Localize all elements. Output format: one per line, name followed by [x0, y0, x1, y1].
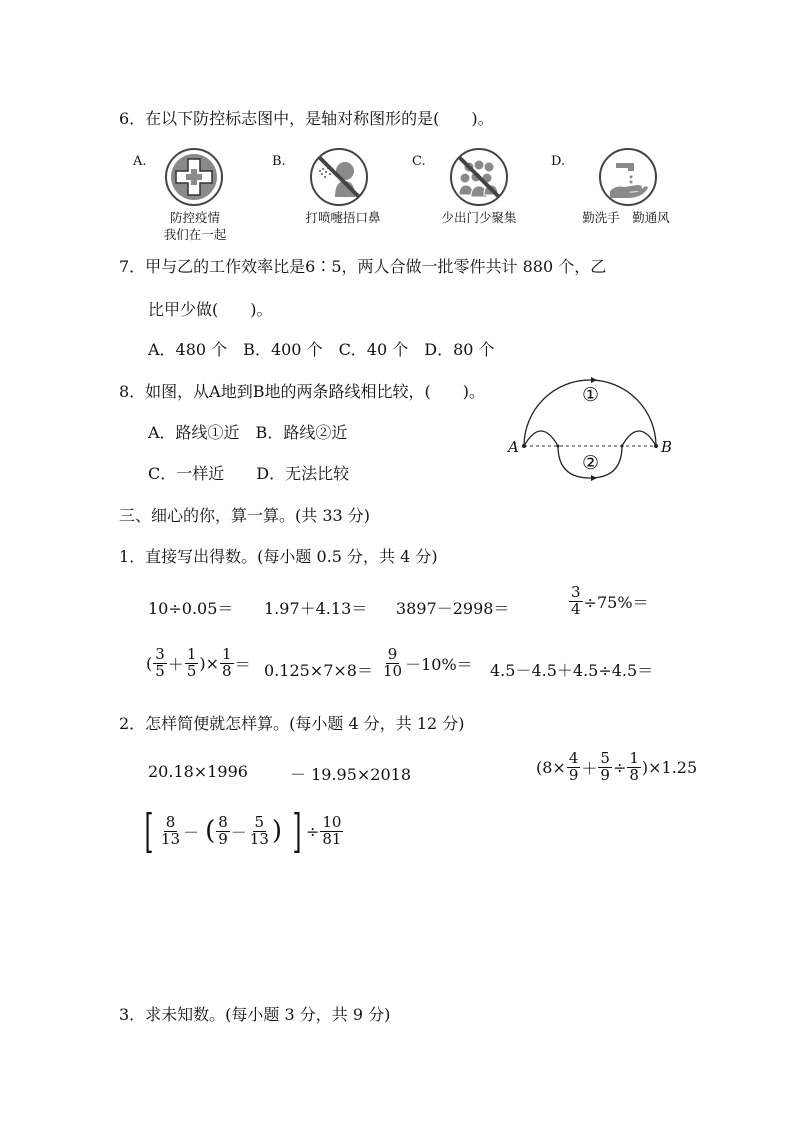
- denominator: 81: [322, 829, 342, 848]
- p1-r1-e3: 3897－2998＝: [396, 599, 510, 618]
- operator: －: [230, 822, 247, 842]
- q6-option-d-letter: D.: [551, 154, 566, 169]
- fraction: [216, 812, 230, 848]
- q6-option-c-caption-line1: 少出门少聚集: [441, 210, 517, 225]
- expression-text: )×1.25: [641, 757, 698, 777]
- operator: ＋: [167, 654, 184, 674]
- fraction: [598, 751, 612, 784]
- fraction: [159, 812, 182, 848]
- numerator: 5: [600, 749, 610, 767]
- numerator: 3: [155, 645, 165, 663]
- q6-option-c-letter: C.: [412, 154, 426, 169]
- q7-line1: 7．甲与乙的工作效率比是6∶5，两人合做一批零件共计 880 个，乙: [119, 257, 607, 276]
- numerator: 5: [254, 812, 265, 831]
- p3-title: 3．求未知数。(每小题 3 分，共 9 分): [119, 1005, 391, 1024]
- p1-r2-e1: [146, 647, 251, 680]
- p2-e1-left: 20.18×1996: [148, 762, 248, 781]
- denominator: 5: [155, 661, 165, 680]
- q8-route-diagram: [505, 372, 685, 484]
- q8-route2-label: ②: [582, 452, 600, 474]
- numerator: 1: [222, 645, 232, 663]
- p2-e2: [536, 751, 697, 784]
- fraction: [567, 751, 581, 784]
- q6-option-b-caption-line1: 打喷嚏捂口鼻: [305, 210, 381, 225]
- no-gathering-icon: [449, 147, 509, 207]
- denominator: 9: [568, 765, 579, 784]
- bracket-close: ]: [292, 804, 302, 858]
- fraction: [627, 751, 641, 784]
- operator: －: [183, 822, 200, 842]
- p2-title: 2．怎样简便就怎样算。(每小题 4 分，共 12 分): [119, 714, 465, 733]
- paren-close: ): [271, 816, 283, 846]
- fraction: [185, 647, 199, 680]
- q6-option-b-caption: [293, 209, 393, 226]
- q6-option-d-caption-line1: 勤洗手 勤通风: [582, 210, 670, 225]
- q8-text: 8．如图，从A地到B地的两条路线相比较，( )。: [119, 382, 485, 401]
- operator: ÷: [305, 821, 320, 841]
- p1-title: 1．直接写出得数。(每小题 0.5 分，共 4 分): [119, 547, 438, 566]
- no-sneeze-icon: [309, 147, 369, 207]
- denominator: 9: [600, 765, 610, 784]
- q6-option-b-letter: B.: [272, 154, 286, 169]
- denominator: 13: [249, 829, 269, 848]
- operator: ÷: [612, 757, 627, 777]
- paren-open: (: [205, 816, 216, 846]
- q8-option-cd: C．一样近 D．无法比较: [148, 464, 350, 483]
- fraction: [381, 647, 404, 680]
- p1-r1-e1: 10÷0.05＝: [148, 599, 234, 618]
- operator: ＋: [581, 758, 598, 778]
- p1-r2-e2: 0.125×7×8＝: [264, 661, 373, 680]
- denominator: 13: [160, 829, 181, 848]
- q8-label-b: B: [661, 438, 673, 456]
- q6-option-c-caption: [429, 209, 529, 226]
- numerator: 10: [322, 812, 342, 831]
- fraction: [248, 812, 271, 848]
- q7-options: A．480 个 B．400 个 C．40 个 D．80 个: [148, 340, 495, 359]
- q6-option-a-caption: [150, 209, 240, 243]
- q8-option-ab: A．路线①近 B．路线②近: [148, 423, 348, 442]
- denominator: 8: [629, 765, 639, 784]
- p2-e1-right: － 19.95×2018: [290, 765, 412, 784]
- equals: ＝: [234, 654, 251, 674]
- q6-text: 6．在以下防控标志图中，是轴对称图形的是( )。: [119, 109, 494, 128]
- q6-option-d-caption: [570, 209, 682, 226]
- p1-r2-e3: [380, 647, 473, 680]
- numerator: 3: [571, 583, 581, 601]
- q7-line2: 比甲少做( )。: [148, 300, 273, 319]
- expression-text: ÷75%＝: [583, 592, 649, 612]
- hand-wash-icon: [598, 147, 658, 207]
- numerator: 1: [186, 645, 197, 663]
- paren-close: )×: [199, 653, 220, 673]
- denominator: 10: [383, 661, 403, 680]
- q6-option-a-caption-line1: 防控疫情: [169, 210, 220, 225]
- p2-e3: [140, 804, 344, 858]
- numerator: 4: [568, 749, 579, 767]
- fraction: [569, 585, 583, 618]
- denominator: 9: [218, 829, 228, 848]
- fraction: [220, 647, 234, 680]
- numerator: 9: [387, 645, 398, 663]
- denominator: 8: [222, 661, 232, 680]
- q8-label-a: A: [508, 438, 519, 456]
- numerator: 8: [218, 812, 228, 831]
- q8-route1-label: ①: [582, 384, 600, 406]
- numerator: 1: [629, 749, 639, 767]
- denominator: 5: [186, 661, 197, 680]
- p1-r1-e4: [568, 585, 649, 618]
- expression-text: －10%＝: [405, 654, 473, 674]
- paren-open: (: [146, 653, 153, 673]
- numerator: 8: [165, 812, 176, 831]
- p1-r2-e4: 4.5－4.5＋4.5÷4.5＝: [490, 661, 654, 680]
- section3-title: 三、细心的你，算一算。(共 33 分): [119, 506, 371, 525]
- fraction: [320, 812, 343, 848]
- p1-r1-e2: 1.97＋4.13＝: [264, 599, 368, 618]
- bracket-open: [: [144, 804, 154, 858]
- medical-cross-icon: [164, 147, 224, 207]
- denominator: 4: [571, 599, 581, 618]
- q6-option-a-caption-line2: 我们在一起: [163, 227, 227, 242]
- q6-option-a-letter: A.: [133, 154, 147, 169]
- fraction: [153, 647, 167, 680]
- expression-text: (8×: [536, 757, 566, 777]
